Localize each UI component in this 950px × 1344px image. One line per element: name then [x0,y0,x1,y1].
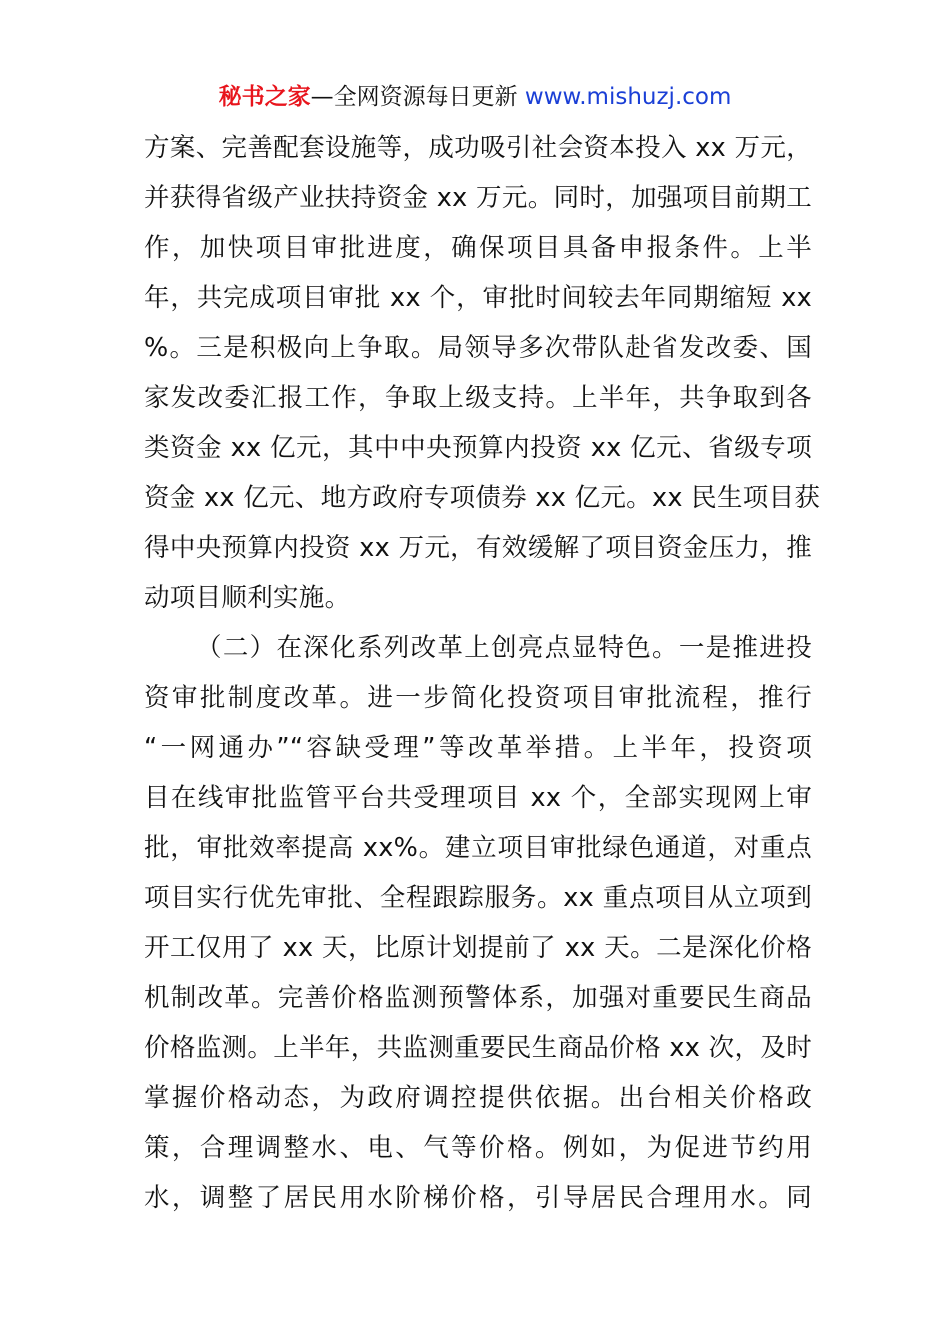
text-line: “一网通办”“容缺受理”等改革举措。上半年，投资项 [144,733,812,763]
text-line: 掌握价格动态，为政府调控提供依据。出台相关价格政 [144,1083,812,1113]
text-line: 动项目顺利实施。 [144,583,351,613]
text-line: 批，审批效率提高 xx%。建立项目审批绿色通道，对重点 [144,833,812,863]
text-line: %。三是积极向上争取。局领导多次带队赴省发改委、国 [144,333,812,363]
text-line: 目在线审批监管平台共受理项目 xx 个，全部实现网上审 [144,783,812,813]
text-line: 机制改革。完善价格监测预警体系，加强对重要民生商品 [144,983,812,1013]
text-line: 方案、完善配套设施等，成功吸引社会资本投入 xx 万元， [144,133,812,163]
text-line: 年，共完成项目审批 xx 个，审批时间较去年同期缩短 xx [144,283,812,313]
brand-name: 秘书之家 [218,84,311,110]
document-body [144,123,821,1223]
text-line: 资审批制度改革。进一步简化投资项目审批流程，推行 [144,683,812,713]
website-url[interactable]: www.mishuzj.com [524,84,732,110]
text-line: 资金 xx 亿元、地方政府专项债券 xx 亿元。xx 民生项目获 [144,483,821,513]
text-line: 并获得省级产业扶持资金 xx 万元。同时，加强项目前期工 [144,183,812,213]
text-line: 价格监测。上半年，共监测重要民生商品价格 xx 次，及时 [144,1033,812,1063]
text-line: 开工仅用了 xx 天，比原计划提前了 xx 天。二是深化价格 [144,933,812,963]
paragraph-2 [144,623,812,1223]
text-line: 家发改委汇报工作，争取上级支持。上半年，共争取到各 [144,383,812,413]
text-line: 项目实行优先审批、全程跟踪服务。xx 重点项目从立项到 [144,883,812,913]
text-line: （二）在深化系列改革上创亮点显特色。一是推进投 [196,633,812,663]
text-line: 策，合理调整水、电、气等价格。例如，为促进节约用 [144,1133,812,1163]
text-line: 作，加快项目审批进度，确保项目具备申报条件。上半 [144,233,812,263]
site-header [0,80,950,114]
paragraph-1 [144,123,821,623]
text-line: 类资金 xx 亿元，其中中央预算内投资 xx 亿元、省级专项 [144,433,812,463]
header-tagline: —全网资源每日更新 [310,84,518,110]
text-line: 得中央预算内投资 xx 万元，有效缓解了项目资金压力，推 [144,533,812,563]
text-line: 水，调整了居民用水阶梯价格，引导居民合理用水。同 [144,1183,812,1213]
